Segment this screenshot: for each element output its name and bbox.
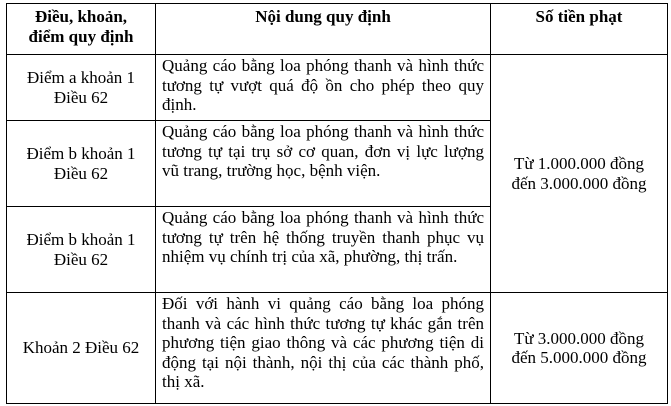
table-row bbox=[7, 55, 668, 121]
row-reference-line2: Điều 62 bbox=[53, 249, 109, 269]
fine-amount-line2: đến 5.000.000 đồng bbox=[511, 348, 647, 367]
fine-amount-line1: Từ 1.000.000 đồng bbox=[513, 154, 645, 173]
fine-amount bbox=[491, 293, 668, 404]
row-reference bbox=[7, 293, 156, 404]
row-reference-line1: Điểm a khoản 1 bbox=[26, 68, 136, 87]
fine-amount bbox=[491, 55, 668, 293]
header-reference-line1: Điều, khoản, bbox=[34, 7, 128, 26]
row-reference-line2: Điều 62 bbox=[53, 163, 109, 183]
row-content: Quảng cáo bằng loa phóng thanh và hình thức tương tự trên hệ thống truyền thanh phục vụ nhiệm vụ chính trị của xã, phường, thị trấn. bbox=[156, 207, 491, 293]
row-content: Quảng cáo bằng loa phóng thanh và hình thức tương tự tại trụ sở cơ quan, đơn vị lực lượng vũ trang, trường học, bệnh viện. bbox=[156, 121, 491, 207]
row-reference bbox=[7, 55, 156, 121]
table-header-row bbox=[7, 4, 668, 55]
row-reference-line2: Điều 62 bbox=[53, 87, 109, 107]
row-reference-line1: Điểm b khoản 1 bbox=[26, 144, 136, 163]
row-content: Đối với hành vi quảng cáo bằng loa phóng thanh và các hình thức tương tự khác gắn trên phương tiện giao thông và các phương tiện di động tại nội thành, nội thị của các thành phố, thị xã. bbox=[156, 293, 491, 404]
header-reference bbox=[7, 4, 156, 55]
table-row bbox=[7, 293, 668, 404]
penalty-table bbox=[6, 3, 668, 404]
fine-amount-line2: đến 3.000.000 đồng bbox=[511, 173, 647, 193]
row-reference bbox=[7, 207, 156, 293]
row-reference-line1: Khoản 2 Điều 62 bbox=[22, 338, 140, 358]
fine-amount-line1: Từ 3.000.000 đồng bbox=[513, 328, 645, 348]
row-reference bbox=[7, 121, 156, 207]
header-reference-line2: điểm quy định bbox=[28, 26, 134, 46]
header-fine: Số tiền phạt bbox=[491, 4, 668, 55]
row-content: Quảng cáo bằng loa phóng thanh và hình thức tương tự vượt quá độ ồn cho phép theo quy định. bbox=[156, 55, 491, 121]
row-reference-line1: Điểm b khoản 1 bbox=[26, 230, 136, 249]
header-content: Nội dung quy định bbox=[156, 4, 491, 55]
